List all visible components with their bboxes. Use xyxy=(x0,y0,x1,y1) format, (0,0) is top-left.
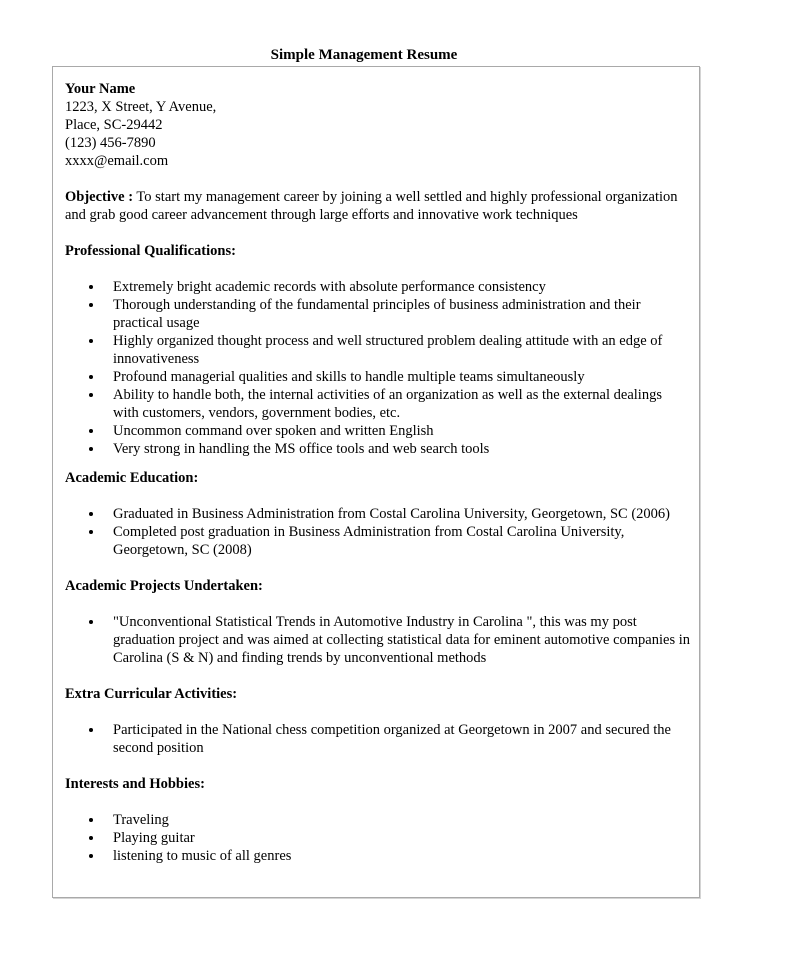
projects-list xyxy=(65,613,691,667)
education-list xyxy=(65,505,691,559)
objective-text: To start my management career by joining a well settled and highly professional organization and grab good career advancement through large efforts and innovative work techniques xyxy=(65,189,678,223)
bullet-icon xyxy=(89,728,93,732)
objective-paragraph xyxy=(65,188,691,224)
bullet-icon xyxy=(89,393,93,397)
contact-name: Your Name xyxy=(65,81,136,97)
list-item: Ability to handle both, the internal activities of an organization as well as the external dealings with customers, vendors, government bodies, etc. xyxy=(113,386,691,422)
list-item: listening to music of all genres xyxy=(113,847,691,865)
bullet-icon xyxy=(89,429,93,433)
list-item: Playing guitar xyxy=(113,829,691,847)
list-item: Extremely bright academic records with absolute performance consistency xyxy=(113,278,691,296)
bullet-icon xyxy=(89,285,93,289)
list-item: Uncommon command over spoken and written English xyxy=(113,422,691,440)
objective-label: Objective : xyxy=(65,189,134,205)
qualifications-list xyxy=(65,278,691,458)
hobbies-list xyxy=(65,811,691,865)
document-title: Simple Management Resume xyxy=(270,47,458,63)
bullet-icon xyxy=(89,620,93,624)
list-item: Highly organized thought process and well structured problem dealing attitude with an edge of innovativeness xyxy=(113,332,691,368)
section-heading-education: Academic Education: xyxy=(65,470,199,486)
bullet-icon xyxy=(89,303,93,307)
list-item: Graduated in Business Administration from Costal Carolina University, Georgetown, SC (2006) xyxy=(113,505,691,523)
list-item: Traveling xyxy=(113,811,691,829)
section-heading-hobbies: Interests and Hobbies: xyxy=(65,776,205,792)
extracurricular-list xyxy=(65,721,691,757)
bullet-icon xyxy=(89,375,93,379)
list-item: Profound managerial qualities and skills to handle multiple teams simultaneously xyxy=(113,368,691,386)
bullet-icon xyxy=(89,818,93,822)
list-item: Completed post graduation in Business Administration from Costal Carolina University, Georgetown, SC (2008) xyxy=(113,523,691,559)
section-heading-extracurricular: Extra Curricular Activities: xyxy=(65,686,238,702)
bullet-icon xyxy=(89,854,93,858)
contact-block xyxy=(65,80,691,170)
section-heading-projects: Academic Projects Undertaken: xyxy=(65,578,263,594)
contact-phone: (123) 456-7890 xyxy=(65,135,156,151)
contact-email: xxxx@email.com xyxy=(65,153,169,169)
list-item: Participated in the National chess competition organized at Georgetown in 2007 and secured the second position xyxy=(113,721,691,757)
bullet-icon xyxy=(89,836,93,840)
bullet-icon xyxy=(89,447,93,451)
list-item: Very strong in handling the MS office tools and web search tools xyxy=(113,440,691,458)
list-item: "Unconventional Statistical Trends in Automotive Industry in Carolina ", this was my post graduation project and was aimed at collecting statistical data for eminent automotive companies in Carolina (S & N) and finding trends by unconventional methods xyxy=(113,613,691,667)
bullet-icon xyxy=(89,530,93,534)
list-item: Thorough understanding of the fundamental principles of business administration and their practical usage xyxy=(113,296,691,332)
bullet-icon xyxy=(89,512,93,516)
contact-address-line1: 1223, X Street, Y Avenue, xyxy=(65,99,217,115)
section-heading-qualifications: Professional Qualifications: xyxy=(65,243,236,259)
contact-address-line2: Place, SC-29442 xyxy=(65,117,163,133)
resume-container xyxy=(52,66,700,898)
bullet-icon xyxy=(89,339,93,343)
